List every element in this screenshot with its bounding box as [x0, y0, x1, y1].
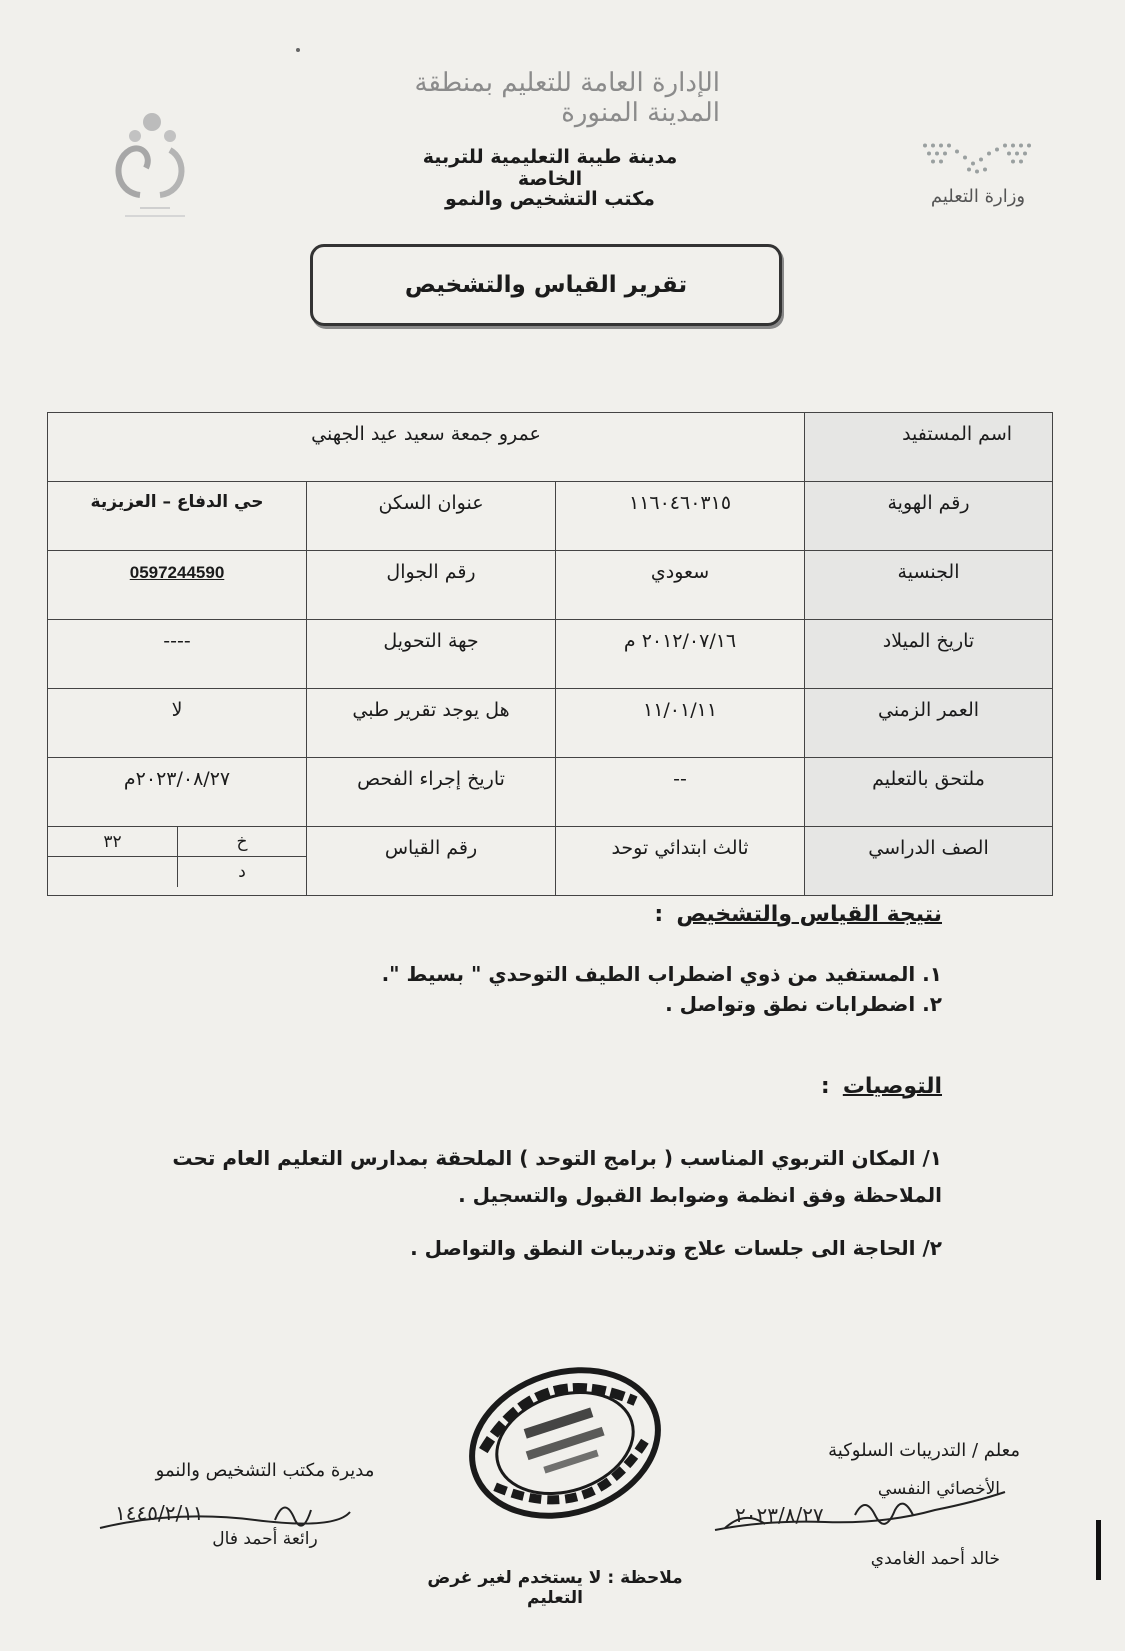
- age-value: ١١/٠١/١١: [556, 689, 805, 758]
- result-heading-text: نتيجة القياس والتشخيص: [676, 902, 942, 927]
- mobile-value: 0597244590: [129, 563, 225, 582]
- id-label: رقم الهوية: [805, 482, 1053, 551]
- grade-label: الصف الدراسي: [805, 827, 1053, 896]
- measure-label: رقم القياس: [307, 827, 556, 896]
- mobile-label: رقم الجوال: [307, 551, 556, 620]
- referral-label: جهة التحويل: [307, 620, 556, 689]
- ministry-logo-text: وزارة التعليم: [930, 186, 1026, 207]
- enrolled-value: --: [556, 758, 805, 827]
- measure-d-value: [48, 857, 177, 887]
- nationality-value: سعودي: [556, 551, 805, 620]
- medical-report-label: هل يوجد تقرير طبي: [307, 689, 556, 758]
- birthdate-label: تاريخ الميلاد: [805, 620, 1053, 689]
- table-row: [48, 551, 1053, 620]
- director-name: رائعة أحمد فال: [212, 1529, 318, 1549]
- director-handwritten-signature-icon: [95, 1490, 355, 1560]
- grade-value: ثالث ابتدائي توحد: [556, 827, 805, 896]
- table-row: [48, 827, 1053, 896]
- result-heading-colon: :: [654, 902, 664, 927]
- list-item: ١. المستفيد من ذوي اضطراب الطيف التوحدي " بسيط ".: [381, 962, 942, 986]
- scan-margin-mark: [1096, 1520, 1101, 1580]
- header-office: مكتب التشخيص والنمو: [445, 188, 655, 210]
- age-label: العمر الزمني: [805, 689, 1053, 758]
- medical-report-value: لا: [48, 689, 307, 758]
- measure-values: [48, 827, 307, 896]
- id-value: ١١٦٠٤٦٠٣١٥: [556, 482, 805, 551]
- usage-note: ملاحظة : لا يستخدم لغير غرض التعليم: [427, 1568, 683, 1608]
- scan-speck: [296, 48, 300, 52]
- address-label: عنوان السكن: [307, 482, 556, 551]
- exam-date-label: تاريخ إجراء الفحص: [307, 758, 556, 827]
- teacher-title: معلم / التدريبات السلوكية: [828, 1440, 1020, 1461]
- result-list: [222, 962, 942, 1022]
- beneficiary-label: اسم المستفيد: [805, 413, 1053, 482]
- beneficiary-info-table: [47, 412, 1053, 896]
- table-row: [48, 758, 1053, 827]
- official-stamp-icon: [455, 1355, 675, 1530]
- header-city: مدينة طيبة التعليمية للتربية الخاصة: [422, 146, 678, 190]
- recommendations-heading-text: التوصيات: [842, 1074, 942, 1099]
- recommendations-heading: [821, 1074, 942, 1099]
- referral-value: ----: [48, 620, 307, 689]
- measure-kh-label: خ: [177, 827, 306, 857]
- table-row: [48, 620, 1053, 689]
- teacher-handwritten-signature-icon: [705, 1480, 1025, 1550]
- header-calligraphy: الإدارة العامة للتعليم بمنطقة المدينة المنورة: [414, 68, 720, 128]
- table-row: [48, 482, 1053, 551]
- psychologist-title: الأخصائي النفسي: [877, 1479, 1000, 1499]
- table-row: [48, 413, 1053, 482]
- measure-kh-value: ٣٢: [48, 827, 177, 857]
- nationality-label: الجنسية: [805, 551, 1053, 620]
- result-heading: [654, 902, 942, 927]
- director-signature-date: ١٤٤٥/٢/١١: [115, 1501, 204, 1525]
- psychologist-name: خالد أحمد الغامدي: [870, 1549, 1000, 1569]
- beneficiary-value: عمرو جمعة سعيد عيد الجهني: [48, 413, 805, 482]
- education-city-logo-icon: [100, 100, 210, 230]
- recommendation-item: ١/ المكان التربوي المناسب ( برامج التوحد ) الملحقة بمدارس التعليم العام تحت الملاحظة وفق انظمة وضوابط القبول والتسجيل .: [172, 1146, 942, 1207]
- birthdate-value: ٢٠١٢/٠٧/١٦ م: [556, 620, 805, 689]
- recommendation-item: ٢/ الحاجة الى جلسات علاج وتدريبات النطق والتواصل .: [410, 1236, 942, 1260]
- director-title: مديرة مكتب التشخيص والنمو: [155, 1460, 375, 1481]
- report-title: تقرير القياس والتشخيص: [310, 244, 782, 326]
- recommendations-heading-colon: :: [820, 1074, 830, 1099]
- teacher-signature-date: ٢٠٢٣/٨/٢٧: [735, 1503, 824, 1527]
- list-item: ٢. اضطرابات نطق وتواصل .: [665, 992, 942, 1016]
- table-row: [48, 689, 1053, 758]
- mobile-value-cell: [48, 551, 307, 620]
- exam-date-value: ٢٠٢٣/٠٨/٢٧م: [48, 758, 307, 827]
- enrolled-label: ملتحق بالتعليم: [805, 758, 1053, 827]
- address-value: حي الدفاع – العزيزية: [48, 482, 307, 551]
- measure-d-label: د: [177, 857, 306, 887]
